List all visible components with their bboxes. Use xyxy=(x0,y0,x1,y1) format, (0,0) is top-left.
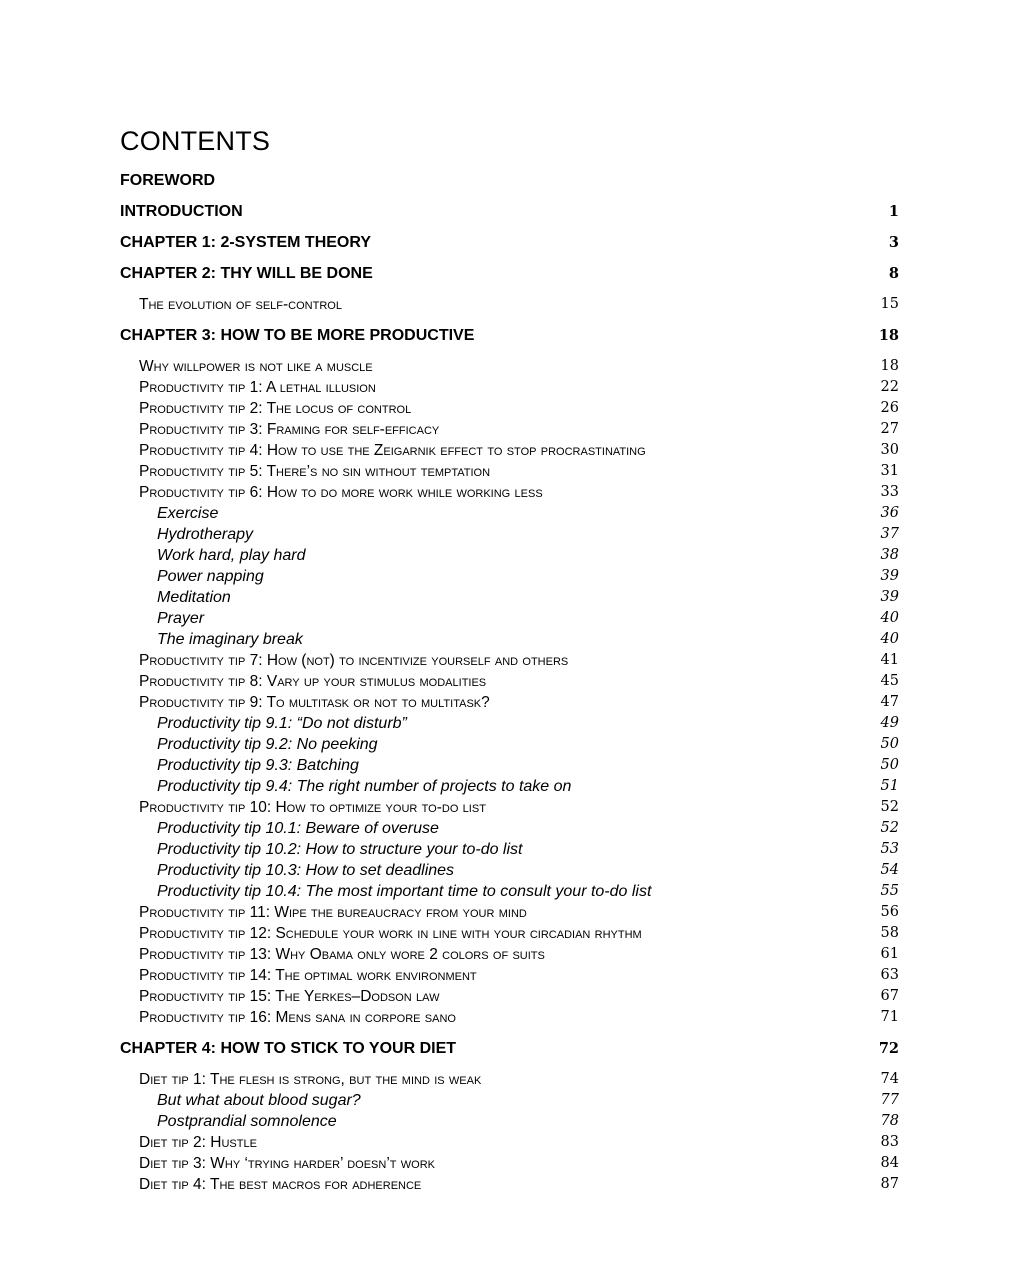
toc-entry-title: Diet tip 1: The flesh is strong, but the mind is weak xyxy=(139,1071,482,1088)
toc-section-entry xyxy=(0,1069,1020,1090)
toc-entry-title: Hydrotherapy xyxy=(157,526,254,543)
toc-chapter-entry xyxy=(0,201,1020,222)
toc-entry-title: Exercise xyxy=(157,505,219,522)
toc-entry-page-number: 72 xyxy=(878,1040,899,1057)
toc-entry-title: Productivity tip 11: Wipe the bureaucracy from your mind xyxy=(139,904,527,921)
toc-subsection-entry xyxy=(0,881,1020,902)
toc-entry-page-number: 74 xyxy=(880,1071,899,1087)
toc-section-entry xyxy=(0,692,1020,713)
toc-section-entry xyxy=(0,923,1020,944)
toc-entry-page-number: 40 xyxy=(880,631,899,647)
toc-section-entry xyxy=(0,1174,1020,1195)
toc-section-entry xyxy=(0,986,1020,1007)
toc-entry-title: Productivity tip 6: How to do more work while working less xyxy=(139,484,543,501)
toc-entry-page-number: 31 xyxy=(880,463,899,479)
toc-section-entry xyxy=(0,965,1020,986)
toc-subsection-entry xyxy=(0,734,1020,755)
toc-entry-page-number: 3 xyxy=(888,234,899,251)
toc-entry-title: Productivity tip 3: Framing for self-efficacy xyxy=(139,421,440,438)
toc-subsection-entry xyxy=(0,1111,1020,1132)
toc-entry-page-number: 51 xyxy=(880,778,899,794)
toc-section-entry xyxy=(0,944,1020,965)
toc-entry-page-number: 15 xyxy=(880,296,899,312)
toc-entry-page-number: 1 xyxy=(888,203,899,220)
toc-subsection-entry xyxy=(0,587,1020,608)
toc-entry-page-number: 37 xyxy=(880,526,899,542)
toc-entry-page-number: 50 xyxy=(880,736,899,752)
toc-entry-page-number: 77 xyxy=(880,1092,899,1108)
toc-entry-title: Productivity tip 10.1: Beware of overuse xyxy=(157,820,439,837)
toc-entry-title: Productivity tip 9.1: “Do not disturb” xyxy=(157,715,407,732)
toc-section-entry xyxy=(0,461,1020,482)
toc-entry-page-number: 39 xyxy=(880,589,899,605)
toc-entry-title: CHAPTER 1: 2-SYSTEM THEORY xyxy=(120,234,371,251)
toc-entry-title: Productivity tip 9.3: Batching xyxy=(157,757,359,774)
toc-entry-title: Productivity tip 14: The optimal work environment xyxy=(139,967,477,984)
toc-entry-title: The evolution of self-control xyxy=(139,296,342,313)
toc-section-entry xyxy=(0,377,1020,398)
toc-chapter-entry xyxy=(0,263,1020,284)
toc-entry-page-number: 40 xyxy=(880,610,899,626)
toc-entry-page-number: 18 xyxy=(880,358,899,374)
toc-entry-page-number: 38 xyxy=(880,547,899,563)
toc-entry-title: But what about blood sugar? xyxy=(157,1092,361,1109)
toc-subsection-entry xyxy=(0,629,1020,650)
toc-entry-page-number: 50 xyxy=(880,757,899,773)
toc-entry-title: Productivity tip 10.3: How to set deadlines xyxy=(157,862,455,879)
toc-entry-title: CHAPTER 2: THY WILL BE DONE xyxy=(120,265,373,282)
toc-entry-title: Prayer xyxy=(157,610,205,627)
toc-entry-title: Diet tip 2: Hustle xyxy=(139,1134,257,1151)
toc-section-entry xyxy=(0,902,1020,923)
toc-entry-page-number: 61 xyxy=(880,946,899,962)
toc-entry-page-number: 71 xyxy=(880,1009,899,1025)
toc-subsection-entry xyxy=(0,503,1020,524)
toc-entry-title: Productivity tip 10.2: How to structure your to-do list xyxy=(157,841,523,858)
toc-entry-page-number: 63 xyxy=(880,967,899,983)
toc-entry-title: INTRODUCTION xyxy=(120,203,243,220)
toc-entry-title: Productivity tip 1: A lethal illusion xyxy=(139,379,376,396)
toc-entry-page-number: 45 xyxy=(880,673,899,689)
toc-chapter-entry xyxy=(0,1038,1020,1059)
toc-subsection-entry xyxy=(0,524,1020,545)
toc-entry-page-number: 8 xyxy=(888,265,899,282)
toc-entry-page-number: 36 xyxy=(880,505,899,521)
toc-entry-page-number: 41 xyxy=(880,652,899,668)
toc-entry-title: CHAPTER 4: HOW TO STICK TO YOUR DIET xyxy=(120,1040,457,1057)
toc-section-entry xyxy=(0,440,1020,461)
toc-entry-title: Productivity tip 12: Schedule your work in line with your circadian rhythm xyxy=(139,925,642,942)
toc-subsection-entry xyxy=(0,608,1020,629)
toc-entry-page-number: 53 xyxy=(880,841,899,857)
toc-subsection-entry xyxy=(0,818,1020,839)
toc-entry-page-number: 33 xyxy=(880,484,899,500)
toc-entry-page-number: 30 xyxy=(880,442,899,458)
toc-entry-page-number: 47 xyxy=(880,694,899,710)
toc-chapter-entry xyxy=(0,325,1020,346)
toc-entry-title: Productivity tip 8: Vary up your stimulus modalities xyxy=(139,673,487,690)
toc-subsection-entry xyxy=(0,713,1020,734)
toc-section-entry xyxy=(0,650,1020,671)
toc-entry-title: Power napping xyxy=(157,568,264,585)
toc-section-entry xyxy=(0,294,1020,315)
toc-entry-page-number: 54 xyxy=(880,862,899,878)
toc-entry-page-number: 78 xyxy=(880,1113,899,1129)
toc-entry-title: Productivity tip 13: Why Obama only wore 2 colors of suits xyxy=(139,946,545,963)
toc-entry-title: Work hard, play hard xyxy=(157,547,306,564)
toc-entry-page-number: 84 xyxy=(880,1155,899,1171)
toc-entry-title: Productivity tip 9.2: No peeking xyxy=(157,736,378,753)
toc-section-entry xyxy=(0,356,1020,377)
toc-entry-title: CHAPTER 3: HOW TO BE MORE PRODUCTIVE xyxy=(120,327,475,344)
toc-entry-title: Productivity tip 4: How to use the Zeigarnik effect to stop procrastinating xyxy=(139,442,646,459)
toc-entry-title: Why willpower is not like a muscle xyxy=(139,358,373,375)
toc-entry-title: Postprandial somnolence xyxy=(157,1113,337,1130)
toc-entry-title: FOREWORD xyxy=(120,172,216,189)
toc-entry-title: Productivity tip 9: To multitask or not to multitask? xyxy=(139,694,490,711)
toc-entry-title: Productivity tip 15: The Yerkes–Dodson law xyxy=(139,988,440,1005)
toc-section-entry xyxy=(0,1153,1020,1174)
toc-entry-page-number: 83 xyxy=(880,1134,899,1150)
toc-entry-title: The imaginary break xyxy=(157,631,303,648)
toc-chapter-entry xyxy=(0,170,1020,191)
toc-entry-page-number: 87 xyxy=(880,1176,899,1192)
toc-section-entry xyxy=(0,1132,1020,1153)
toc-entry-page-number: 56 xyxy=(880,904,899,920)
toc-entry-page-number: 49 xyxy=(880,715,899,731)
toc-section-entry xyxy=(0,797,1020,818)
toc-section-entry xyxy=(0,671,1020,692)
toc-entry-title: Productivity tip 10.4: The most important time to consult your to-do list xyxy=(157,883,652,900)
toc-subsection-entry xyxy=(0,839,1020,860)
toc-entry-page-number: 58 xyxy=(880,925,899,941)
toc-entry-page-number: 22 xyxy=(880,379,899,395)
toc-entry-title: Diet tip 4: The best macros for adherence xyxy=(139,1176,422,1193)
toc-entry-title: Productivity tip 16: Mens sana in corpore sano xyxy=(139,1009,456,1026)
toc-entry-title: Productivity tip 7: How (not) to incentivize yourself and others xyxy=(139,652,569,669)
toc-entry-page-number: 52 xyxy=(880,799,899,815)
toc-section-entry xyxy=(0,398,1020,419)
toc-subsection-entry xyxy=(0,566,1020,587)
toc-heading: CONTENTS xyxy=(120,126,271,156)
toc-section-entry xyxy=(0,419,1020,440)
toc-entry-title: Productivity tip 10: How to optimize your to-do list xyxy=(139,799,486,816)
toc-entry-title: Diet tip 3: Why ‘trying harder’ doesn’t work xyxy=(139,1155,436,1172)
toc-entry-page-number: 52 xyxy=(880,820,899,836)
toc-entry-title: Productivity tip 9.4: The right number of projects to take on xyxy=(157,778,572,795)
toc-entry-page-number: 27 xyxy=(880,421,899,437)
toc-entry-page-number: 67 xyxy=(880,988,899,1004)
toc-section-entry xyxy=(0,482,1020,503)
toc-entry-page-number: 26 xyxy=(880,400,899,416)
toc-entry-page-number: 39 xyxy=(880,568,899,584)
toc-entry-page-number: 55 xyxy=(880,883,899,899)
toc-entry-title: Meditation xyxy=(157,589,231,606)
toc-entry-title: Productivity tip 2: The locus of control xyxy=(139,400,412,417)
toc-subsection-entry xyxy=(0,1090,1020,1111)
toc-section-entry xyxy=(0,1007,1020,1028)
toc-subsection-entry xyxy=(0,776,1020,797)
toc-subsection-entry xyxy=(0,860,1020,881)
toc-entry-page-number: 18 xyxy=(878,327,899,344)
toc-subsection-entry xyxy=(0,755,1020,776)
toc-entry-title: Productivity tip 5: There’s no sin without temptation xyxy=(139,463,491,480)
toc-chapter-entry xyxy=(0,232,1020,253)
toc-subsection-entry xyxy=(0,545,1020,566)
